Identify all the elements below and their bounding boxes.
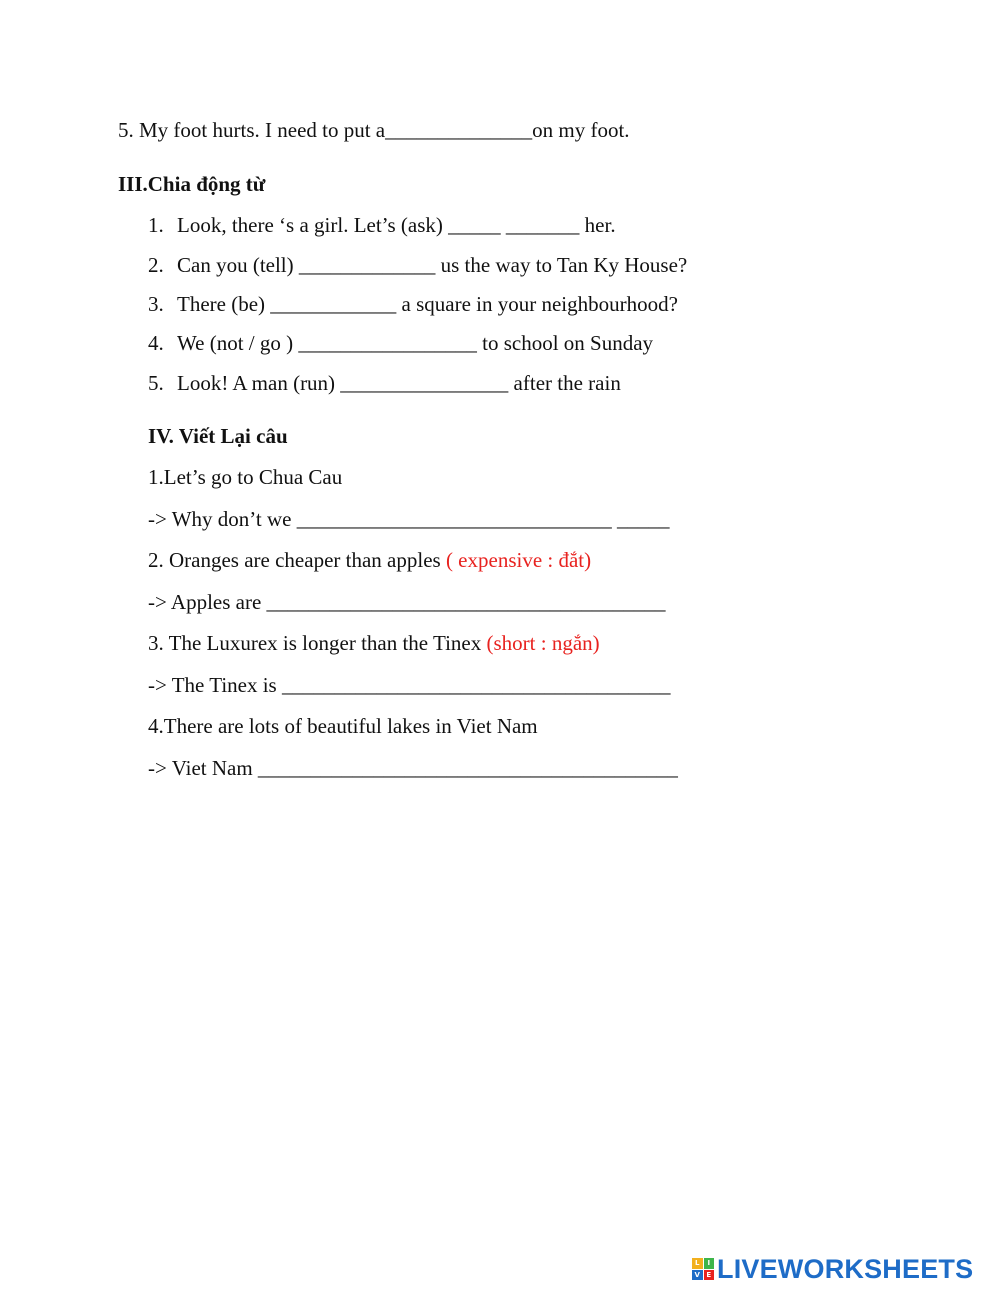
verb-item-text: Look! A man (run) ________________ after the rain (177, 371, 621, 395)
verb-item-text: We (not / go ) _________________ to school on Sunday (177, 331, 654, 355)
verb-item-4 (148, 330, 653, 356)
verb-item-text: Can you (tell) _____________ us the way to Tan Ky House? (177, 253, 688, 277)
rewrite-q2-answer: -> Apples are ______________________________________ (148, 590, 666, 614)
logo-icon-letter-v: V (692, 1270, 703, 1281)
logo-icon-letter-e: E (704, 1270, 715, 1281)
verb-item-3 (148, 291, 678, 317)
logo-icon-letter-i: I (704, 1258, 715, 1269)
verb-item-number: 3. (148, 292, 164, 316)
logo-icon-letter-l: L (692, 1258, 703, 1269)
rewrite-q3-text: 3. The Luxurex is longer than the Tinex (148, 631, 487, 655)
liveworksheets-logo-text: LIVEWORKSHEETS (717, 1253, 974, 1284)
rewrite-q4-prompt: 4.There are lots of beautiful lakes in Viet Nam (148, 714, 538, 738)
verb-item-1 (148, 212, 616, 238)
exercise-2-item-5: 5. My foot hurts. I need to put a______________on my foot. (118, 118, 630, 142)
rewrite-q1-prompt: 1.Let’s go to Chua Cau (148, 465, 343, 489)
rewrite-q2-hint: ( expensive : đắt) (445, 548, 592, 572)
verb-item-text: Look, there ‘s a girl. Let’s (ask) _____ _______ her. (177, 213, 616, 237)
section-3-heading: III.Chia động từ (118, 172, 266, 196)
rewrite-q1-answer: -> Why don’t we ______________________________ _____ (148, 507, 670, 531)
verb-item-number: 4. (148, 331, 164, 355)
rewrite-q3-answer: -> The Tinex is _____________________________________ (148, 673, 671, 697)
verb-item-5 (148, 370, 621, 396)
rewrite-q3-hint: (short : ngắn) (486, 631, 600, 655)
rewrite-q2-prompt (148, 547, 591, 573)
verb-item-number: 5. (148, 371, 164, 395)
rewrite-q2-text: 2. Oranges are cheaper than apples (148, 548, 446, 572)
verb-item-number: 2. (148, 253, 164, 277)
liveworksheets-logo-icon (692, 1258, 714, 1280)
verb-item-number: 1. (148, 213, 164, 237)
verb-item-text: There (be) ____________ a square in your neighbourhood? (177, 292, 678, 316)
verb-item-2 (148, 252, 687, 278)
rewrite-q3-prompt (148, 630, 600, 656)
rewrite-q4-answer: -> Viet Nam ________________________________________ (148, 756, 678, 780)
section-4-heading: IV. Viết Lại câu (148, 424, 288, 448)
liveworksheets-logo (692, 1254, 973, 1284)
